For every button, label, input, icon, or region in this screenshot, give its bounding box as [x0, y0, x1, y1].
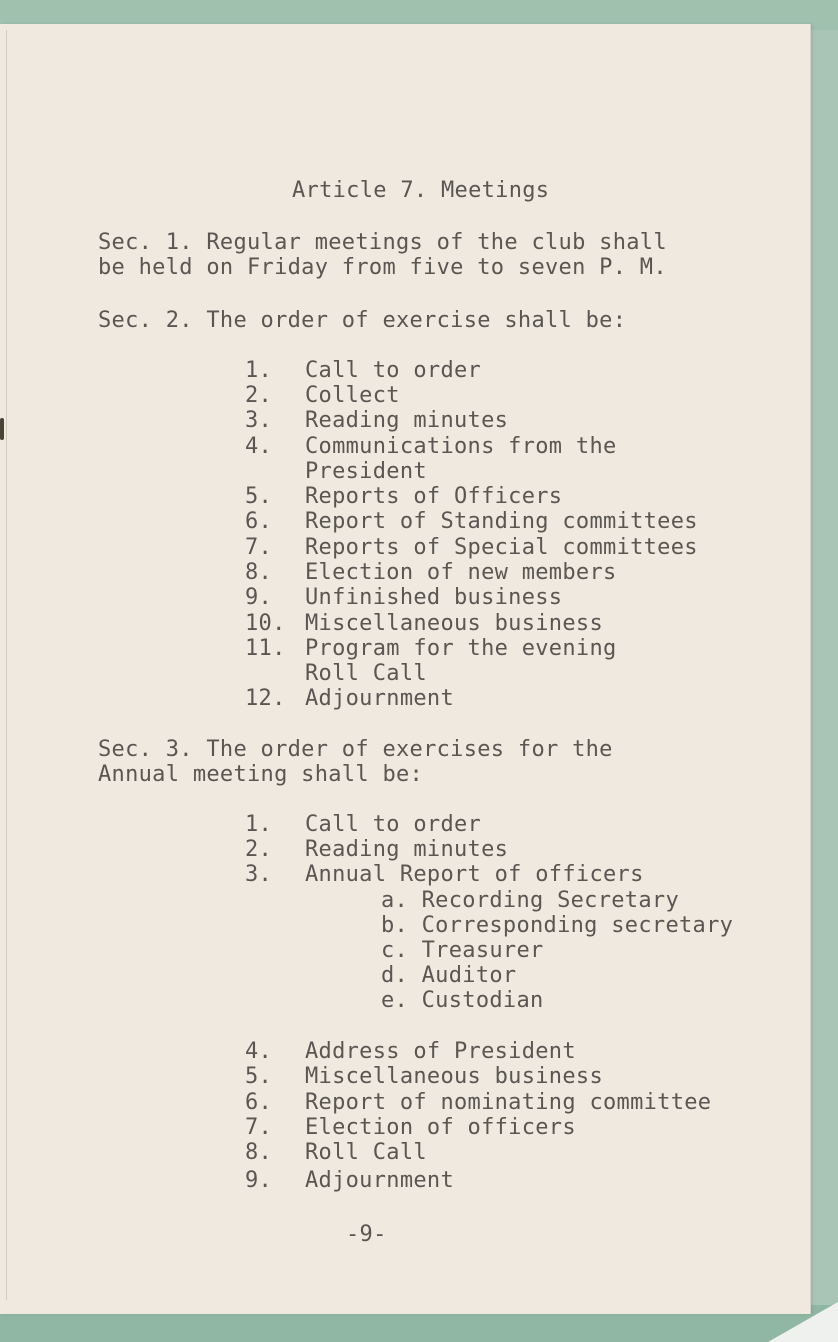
sec3-item-text: Adjournment [305, 1168, 454, 1193]
sec2-item-number: 11. [245, 636, 286, 661]
sec2-item-number: 6. [245, 509, 273, 534]
sec3-item-number: 6. [245, 1090, 273, 1115]
sec3-subitem: c. Treasurer [381, 938, 544, 963]
sec2-item-text: Unfinished business [305, 585, 563, 610]
sec3-item-text: Report of nominating committee [305, 1090, 712, 1115]
sec3-line-2: Annual meeting shall be: [98, 762, 424, 787]
sec2-item-number: 1. [245, 358, 273, 383]
sec1-line-1: Sec. 1. Regular meetings of the club shall [98, 230, 667, 255]
sec3-item-number: 2. [245, 837, 273, 862]
sec3-subitem: a. Recording Secretary [381, 888, 679, 913]
sec3-item-number: 3. [245, 862, 273, 887]
sec2-item-text: President [305, 459, 427, 484]
sec3-item-number: 8. [245, 1140, 273, 1165]
sec2-item-text: Reports of Special committees [305, 535, 698, 560]
sec3-item-text: Address of President [305, 1039, 576, 1064]
sec3-subitem: b. Corresponding secretary [381, 913, 734, 938]
sec3-item-number: 7. [245, 1115, 273, 1140]
sec2-item-text: Miscellaneous business [305, 611, 603, 636]
sec3-item-number: 1. [245, 812, 273, 837]
sec3-item-number: 9. [245, 1168, 273, 1193]
sec3-item-text: Call to order [305, 812, 482, 837]
sec3-item-number: 4. [245, 1039, 273, 1064]
sec1-line-2: be held on Friday from five to seven P. M. [98, 255, 667, 280]
sec2-item-number: 3. [245, 408, 273, 433]
sec2-item-text: Program for the evening [305, 636, 617, 661]
sec2-heading: Sec. 2. The order of exercise shall be: [98, 308, 627, 333]
article-title: Article 7. Meetings [292, 178, 550, 203]
sec2-item-text: Election of new members [305, 560, 617, 585]
sec2-item-number: 5. [245, 484, 273, 509]
sec2-item-text: Reading minutes [305, 408, 509, 433]
sec3-item-text: Miscellaneous business [305, 1064, 603, 1089]
sec2-item-number: 2. [245, 383, 273, 408]
sec2-item-text: Roll Call [305, 661, 427, 686]
sec3-subitem: d. Auditor [381, 963, 517, 988]
sec2-item-text: Adjournment [305, 686, 454, 711]
sec2-item-number: 7. [245, 535, 273, 560]
page-number: -9- [346, 1222, 387, 1247]
sec2-item-text: Reports of Officers [305, 484, 563, 509]
sec2-item-number: 12. [245, 686, 286, 711]
sec3-item-number: 5. [245, 1064, 273, 1089]
sec2-item-text: Collect [305, 383, 400, 408]
sec3-item-text: Election of officers [305, 1115, 576, 1140]
sec2-item-number: 10. [245, 611, 286, 636]
sec2-item-number: 4. [245, 434, 273, 459]
sec2-item-number: 8. [245, 560, 273, 585]
sec3-subitem: e. Custodian [381, 988, 544, 1013]
sec3-line-1: Sec. 3. The order of exercises for the [98, 737, 613, 762]
sec2-item-text: Communications from the [305, 434, 617, 459]
sec2-item-number: 9. [245, 585, 273, 610]
sec2-item-text: Report of Standing committees [305, 509, 698, 534]
sec3-item-text: Reading minutes [305, 837, 509, 862]
staple-mark [0, 418, 4, 440]
sec2-item-text: Call to order [305, 358, 482, 383]
page-fold [6, 30, 7, 1300]
sec3-item-text: Annual Report of officers [305, 862, 644, 887]
sec3-item-text: Roll Call [305, 1140, 427, 1165]
